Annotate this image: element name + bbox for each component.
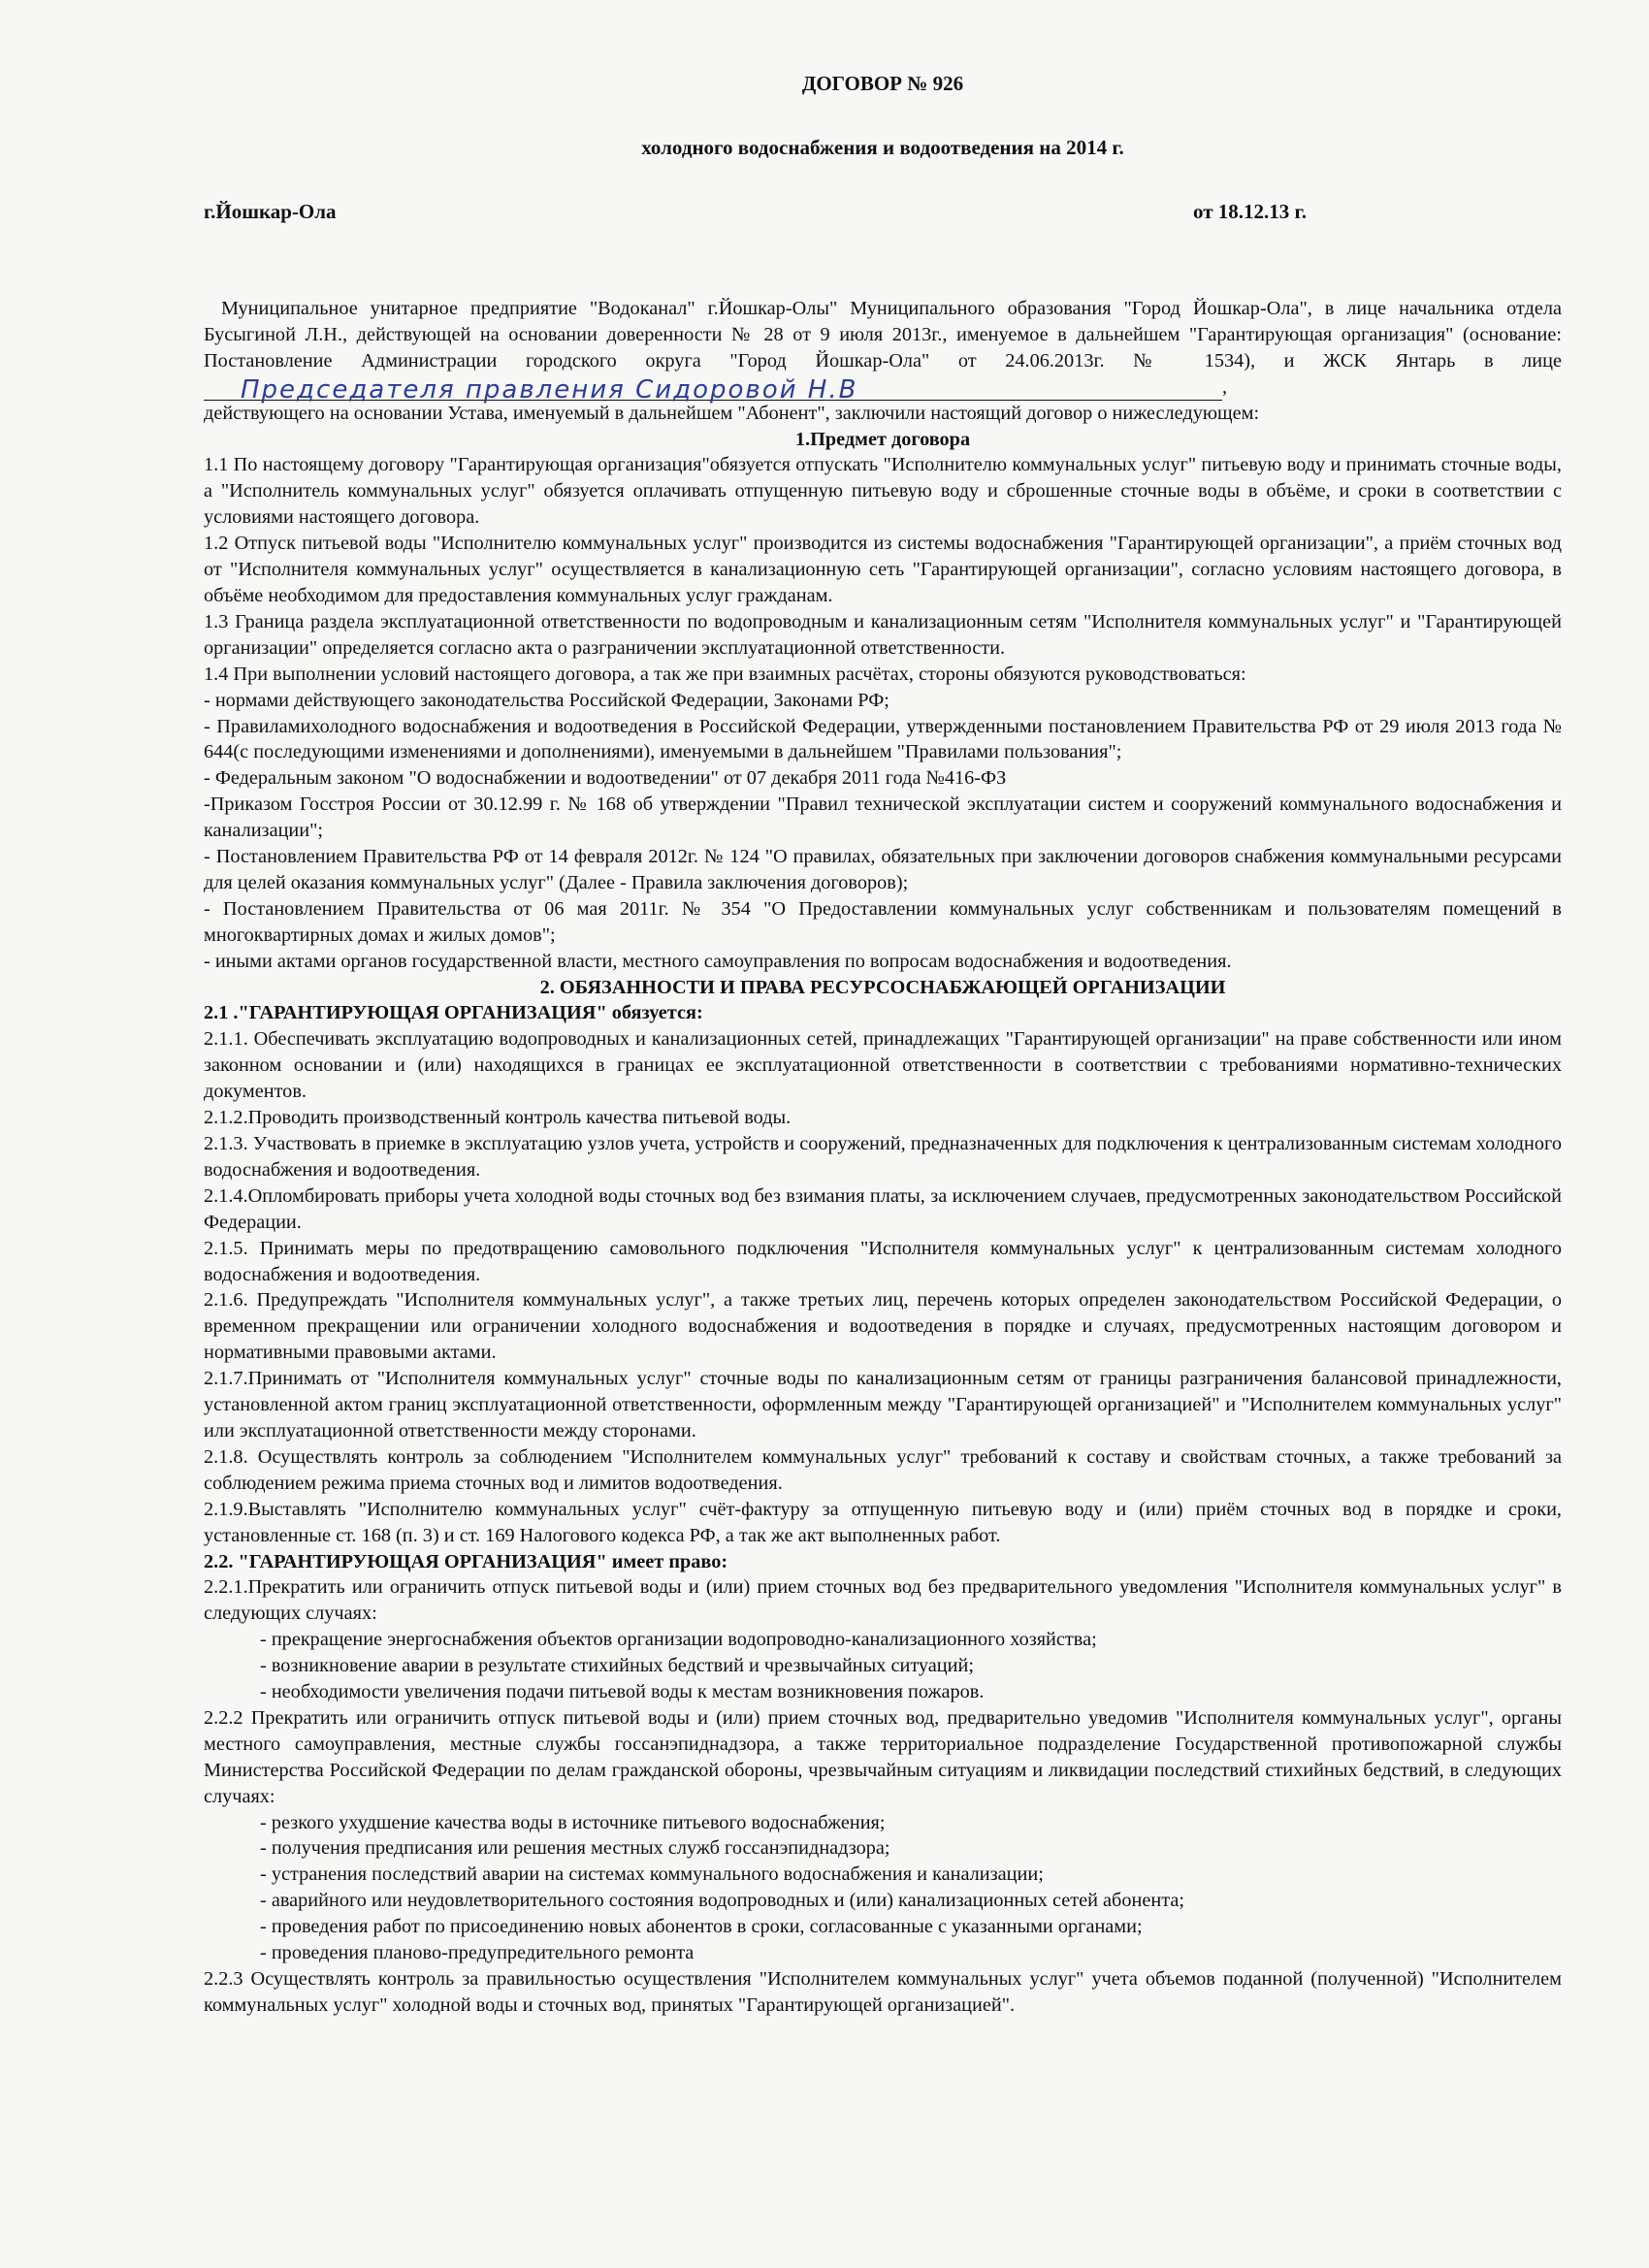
clause-2-1-4: 2.1.4.Опломбировать приборы учета холодной воды сточных вод без взимания платы, за исключением случаев, предусмотренных законодательством Российской Федерации. <box>204 1184 1562 1233</box>
clause-2-1-1: 2.1.1. Обеспечивать эксплуатацию водопроводных и канализационных сетей, принадлежащих "Гарантирующей организации" на праве собственности или ином законном основании и (или) находящихся в границах ее эксплуатационной ответственности в соответствии с требованиями нормативно-технических документов. <box>204 1028 1562 1103</box>
list-item: - Постановлением Правительства от 06 мая 2011г. № 354 "О Предоставлении коммунальных услуг собственникам и пользователям помещений в многоквартирных домах и жилых домов"; <box>204 897 1562 946</box>
clause-1-2: 1.2 Отпуск питьевой воды "Исполнителю коммунальных услуг" производится из системы водоснабжения "Гарантирующей организации", а приём сточных вод от "Исполнителя коммунальных услуг" осуществляется в канализационную сеть "Гарантирующей организации", согласно условиям настоящего договора, в объёме необходимом для предоставления коммунальных услуг гражданам. <box>204 533 1562 606</box>
clause-2-1-6: 2.1.6. Предупреждать "Исполнителя коммунальных услуг", а также третьих лиц, перечень которых определен законодательством Российской Федерации, о временном прекращении или ограничении холодного водоснабжения и водоотведения в порядке и случаях, предусмотренных настоящим договором и нормативными правовыми актами. <box>204 1289 1562 1364</box>
clause-2-1-3: 2.1.3. Участвовать в приемке в эксплуатацию узлов учета, устройств и сооружений, предназначенных для подключения к централизованным системам холодного водоснабжения и водоотведения. <box>204 1133 1562 1181</box>
clause-2-1-9: 2.1.9.Выставлять "Исполнителю коммунальных услуг" счёт-фактуру за отпущенную питьевую воду и (или) приём сточных вод в порядке и сроки, установленные ст. 168 (п. 3) и ст. 169 Налогового кодекса РФ, а так же акт выполненных работ. <box>204 1498 1562 1546</box>
section1-heading: 1.Предмет договора <box>794 428 971 450</box>
clause-1-3: 1.3 Граница раздела эксплуатационной ответственности по водопроводным и канализационным сетям "Исполнителя коммунальных услуг" и "Гарантирующей организации" определяется согласно акта о разграничении эксплуатационной ответственности. <box>204 610 1562 659</box>
clause-2-1-2: 2.1.2.Проводить производственный контроль качества питьевой воды. <box>204 1107 792 1129</box>
handwritten-entry: Председателя правления Сидоровой Н.В <box>241 374 858 405</box>
date-label: от 18.12.13 г. <box>1193 200 1307 223</box>
list-item: - проведения планово-предупредительного ремонта <box>260 1942 695 1964</box>
list-item: - возникновение аварии в результате стихийных бедствий и чрезвычайных ситуаций; <box>260 1655 975 1677</box>
list-item: - проведения работ по присоединению новых абонентов в сроки, согласованные с указанными органами; <box>260 1916 1143 1938</box>
clause-2-1-8: 2.1.8. Осуществлять контроль за соблюдением "Исполнителем коммунальных услуг" требований к составу и свойствам сточных, а также требований за соблюдением режима приема сточных вод и лимитов водоотведения. <box>204 1445 1562 1494</box>
list-item: - Постановлением Правительства РФ от 14 февраля 2012г. № 124 "О правилах, обязательных при заключении договоров снабжения коммунальными ресурсами для целей оказания коммунальных услуг" (Далее - Правила заключения договоров); <box>204 846 1562 893</box>
clause-1-1: 1.1 По настоящему договору "Гарантирующая организация"обязуется отпускать "Исполнителю коммунальных услуг" питьевую воду и принимать сточные воды, а "Исполнитель коммунальных услуг" обязуется оплачивать отпущенную питьевую воду и сброшенные сточные воды в объёме, и сроки в соответствии с условиями настоящего договора. <box>204 454 1562 529</box>
clause-2-1-5: 2.1.5. Принимать меры по предотвращению самовольного подключения "Исполнителя коммунальных услуг" к централизованным системам холодного водоснабжения и водоотведения. <box>204 1237 1562 1285</box>
document-subtitle: холодного водоснабжения и водоотведения на 2014 г. <box>641 136 1124 159</box>
list-item: - Правиламихолодного водоснабжения и водоотведения в Российской Федерации, утвержденными постановлением Правительства РФ от 29 июля 2013 года № 644(с последующими изменениями и дополнениями), именуемыми в дальнейшем "Правилами пользования"; <box>204 715 1562 763</box>
intro-paragraph: Муниципальное унитарное предприятие "Водоканал" г.Йошкар-Олы" Муниципального образования "Город Йошкар-Ола", в лице начальника отдела Бусыгиной Л.Н., действующей на основании доверенности № 28 от 9 июля 2013г., именуемое в дальнейшем "Гарантирующая организация" (основание: Постановление Администрации городского округа "Город Йошкар-Ола" от 24.06.2013г. № 1534), и ЖСК Янтарь в лице Председателя правления Сидоровой Н.В , <box>204 298 1562 405</box>
list-item: - иными актами органов государственной власти, местного самоуправления по вопросам водоснабжения и водоотведения. <box>204 950 1232 972</box>
subsection-2-2-heading: 2.2. "ГАРАНТИРУЮЩАЯ ОРГАНИЗАЦИЯ" имеет право: <box>204 1550 728 1572</box>
list-item: - нормами действующего законодательства Российской Федерации, Законами РФ; <box>204 689 889 711</box>
clause-2-1-7: 2.1.7.Принимать от "Исполнителя коммунальных услуг" сточные воды по канализационным сетям от границы разграничения балансовой принадлежности, установленной актом границ эксплуатационной ответственности, оформленным между "Гарантирующей организацией" и "Исполнителем коммунальных услуг" или эксплуатационной ответственности между сторонами. <box>204 1368 1562 1442</box>
subsection-2-1-heading: 2.1 ."ГАРАНТИРУЮЩАЯ ОРГАНИЗАЦИЯ" обязуется: <box>204 1002 703 1024</box>
list-item: - резкого ухудшение качества воды в источнике питьевого водоснабжения; <box>260 1811 886 1833</box>
document-body <box>204 296 1562 2019</box>
list-item: - устранения последствий аварии на системах коммунального водоснабжения и канализации; <box>260 1863 1044 1886</box>
document-title: ДОГОВОР № 926 <box>801 72 964 95</box>
clause-2-2-1: 2.2.1.Прекратить или ограничить отпуск питьевой воды и (или) прием сточных вод без предварительного уведомления "Исполнителя коммунальных услуг" в следующих случаях: <box>204 1576 1562 1625</box>
list-item: - получения предписания или решения местных служб госсанэпиднадзора; <box>260 1837 890 1860</box>
signature-blank <box>204 374 1222 405</box>
list-item: - прекращение энергоснабжения объектов организации водопроводно-канализационного хозяйства; <box>260 1629 1097 1651</box>
clause-2-2-3: 2.2.3 Осуществлять контроль за правильностью осуществления "Исполнителем коммунальных услуг" учета объемов поданной (полученной) "Исполнителем коммунальных услуг" холодной воды и сточных вод, принятых "Гарантирующей организацией". <box>204 1968 1562 2016</box>
list-item: -Приказом Госстроя России от 30.12.99 г. № 168 об утверждении "Правил технической эксплуатации систем и сооружений коммунального водоснабжения и канализации"; <box>204 794 1562 842</box>
list-item: - Федеральным законом "О водоснабжении и водоотведении" от 07 декабря 2011 года №416-ФЗ <box>204 767 1007 790</box>
list-item: - аварийного или неудовлетворительного состояния водопроводных и (или) канализационных сетей абонента; <box>260 1890 1184 1912</box>
clause-1-4: 1.4 При выполнении условий настоящего договора, а так же при взаимных расчётах, стороны обязуются руководствоваться: <box>204 663 1246 685</box>
city-label: г.Йошкар-Ола <box>204 200 337 223</box>
intro-paragraph-2: действующего на основании Устава, именуемый в дальнейшем "Абонент", заключили настоящий договор о нижеследующем: <box>204 402 1260 424</box>
list-item: - необходимости увеличения подачи питьевой воды к местам возникновения пожаров. <box>260 1681 985 1703</box>
clause-2-2-2: 2.2.2 Прекратить или ограничить отпуск питьевой воды и (или) прием сточных вод, предварительно уведомив "Исполнителя коммунальных услуг", органы местного самоуправления, местные службы госсанэпиднадзора, а также территориальное подразделение Государственной противопожарной службы Министерства Российской Федерации по делам гражданской обороны, чрезвычайным ситуациям и ликвидации последствий стихийных бедствий, в следующих случаях: <box>204 1706 1562 1807</box>
section2-heading: 2. ОБЯЗАННОСТИ И ПРАВА РЕСУРСОСНАБЖАЮЩЕЙ ОРГАНИЗАЦИИ <box>539 976 1226 998</box>
